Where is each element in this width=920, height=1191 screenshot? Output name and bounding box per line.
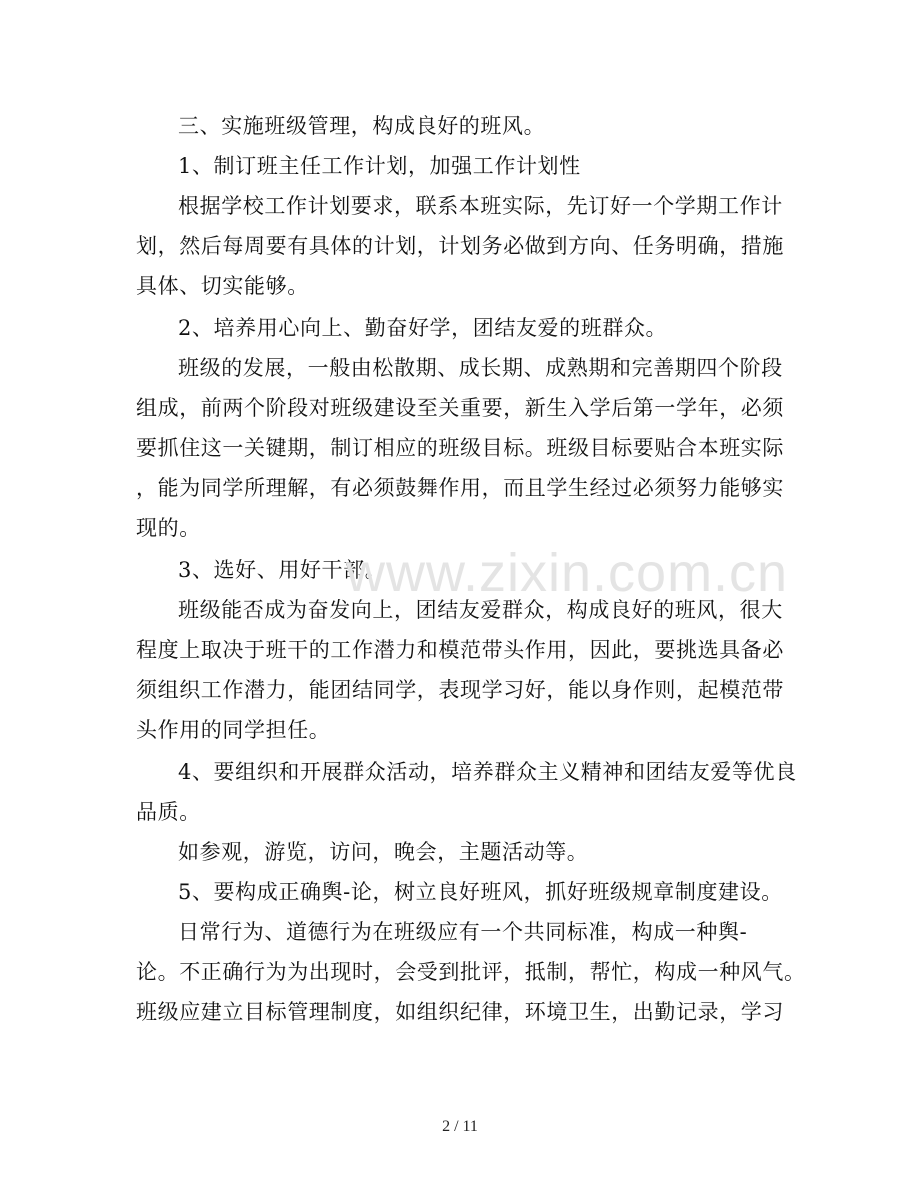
- paragraph-line: 如参观，游览，访问，晚会，主题活动等。: [178, 840, 589, 864]
- paragraph-line: 程度上取决于班干的工作潜力和模范带头作用，因此，要挑选具备必: [136, 638, 784, 662]
- heading-section-three: 三、实施班级管理，构成良好的班风。: [178, 114, 546, 138]
- paragraph-line: 现的。: [136, 516, 201, 540]
- subheading-item-5: 5、要构成正确舆-论，树立良好班风，抓好班级规章制度建设。: [178, 880, 783, 904]
- paragraph-line: 论。不正确行为为出现时，会受到批评，抵制，帮忙，构成一种风气。: [136, 960, 806, 984]
- paragraph-line: 日常行为、道德行为在班级应有一个共同标准，构成一种舆-: [178, 920, 748, 944]
- paragraph-line: 班级的发展，一般由松散期、成长期、成熟期和完善期四个阶段: [178, 356, 783, 380]
- paragraph-line: 要抓住这一关键期，制订相应的班级目标。班级目标要贴合本班实际: [136, 436, 784, 460]
- subheading-item-3: 3、选好、用好干部。: [178, 558, 387, 582]
- paragraph-line: 组成，前两个阶段对班级建设至关重要，新生入学后第一学年，必须: [136, 396, 784, 420]
- page-number: 2 / 11: [442, 1118, 478, 1135]
- paragraph-line: 根据学校工作计划要求，联系本班实际，先订好一个学期工作计: [178, 194, 783, 218]
- paragraph-line: 具体、切实能够。: [136, 274, 309, 298]
- paragraph-line: 头作用的同学担任。: [136, 718, 331, 742]
- watermark: www.zixin.com.cn: [346, 543, 789, 603]
- subheading-item-1: 1、制订班主任工作计划，加强工作计划性: [178, 154, 581, 178]
- paragraph-line: 须组织工作潜力，能团结同学，表现学习好，能以身作则，起模范带: [136, 678, 784, 702]
- paragraph-line: 班级能否成为奋发向上，团结友爱群众，构成良好的班风，很大: [178, 598, 783, 622]
- paragraph-line: 品质。: [136, 800, 201, 824]
- subheading-item-2: 2、培养用心向上、勤奋好学，团结友爱的班群众。: [178, 316, 668, 340]
- paragraph-line: ，能为同学所理解，有必须鼓舞作用，而且学生经过必须努力能够实: [136, 476, 784, 500]
- paragraph-line: 划，然后每周要有具体的计划，计划务必做到方向、任务明确，措施: [136, 234, 784, 258]
- subheading-item-4: 4、要组织和开展群众活动，培养群众主义精神和团结友爱等优良: [178, 760, 797, 784]
- paragraph-line: 班级应建立目标管理制度，如组织纪律，环境卫生，出勤记录，学习: [136, 1000, 784, 1024]
